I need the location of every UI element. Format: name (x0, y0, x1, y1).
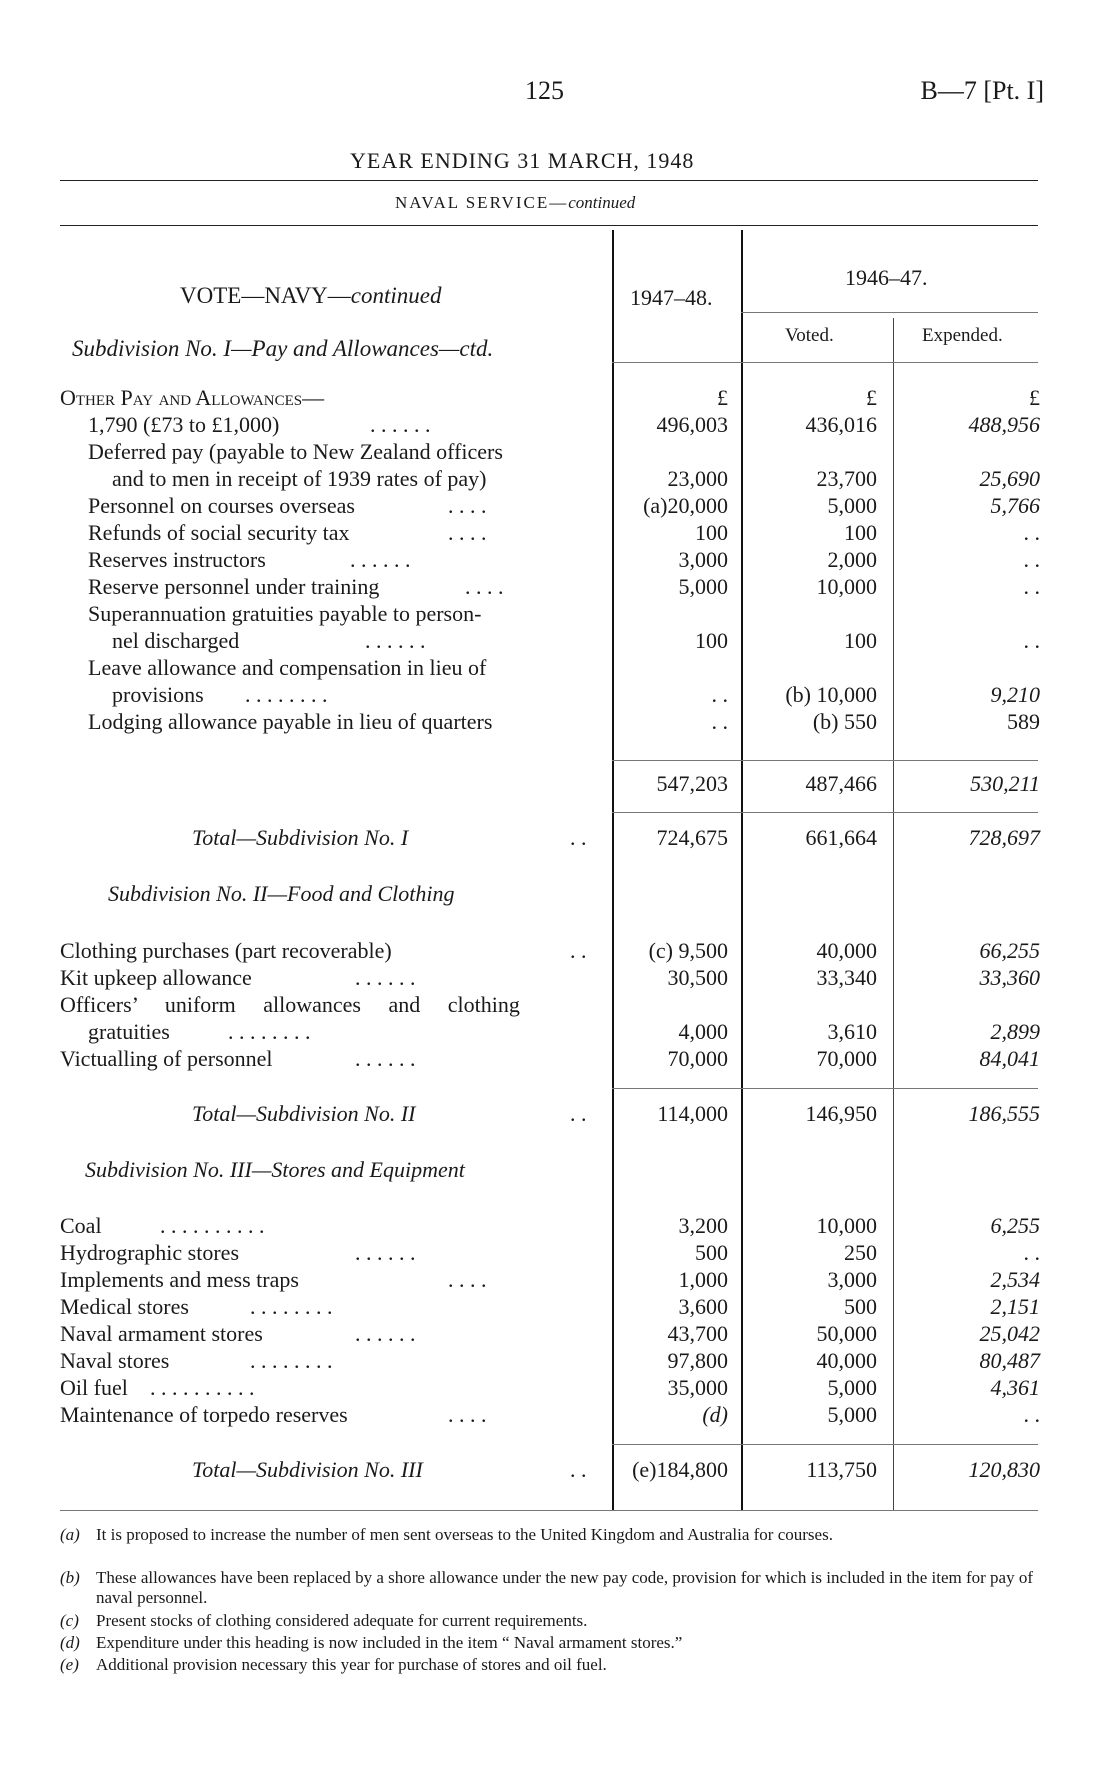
total-row-i: Total—Subdivision No. I . . 724,675 661,664 728,697 (192, 825, 1040, 850)
currency-voted: £ (866, 385, 877, 410)
vote-heading: VOTE—NAVY—continued (180, 283, 442, 308)
footnote-a: (a) It is proposed to increase the number of men sent overseas to the United Kingdom and Australia for courses. (60, 1525, 833, 1544)
other-pay-heading-row (0, 384, 1114, 411)
table-row: Oil fuel . . . . . . . . . . 35,000 5,000 4,361 (60, 1375, 1040, 1400)
table-row: Leave allowance and compensation in lieu of (88, 655, 487, 680)
table-row: Medical stores . . . . . . . . 3,600 500 2,151 (60, 1294, 1040, 1319)
table-row: Personnel on courses overseas . . . . (a)20,000 5,000 5,766 (88, 493, 1040, 518)
page-title: YEAR ENDING 31 MARCH, 1948 (350, 148, 695, 173)
subdivision-ii-heading: Subdivision No. II—Food and Clothing (108, 881, 455, 906)
subtitle-rule (60, 225, 1038, 226)
footnote-e: (e) Additional provision necessary this year for purchase of stores and oil fuel. (60, 1655, 607, 1674)
table-row: Kit upkeep allowance . . . . . . 30,500 33,340 33,360 (60, 965, 1040, 990)
subtotal-row: 547,203 487,466 530,211 (656, 771, 1040, 796)
currency-expended: £ (1029, 385, 1040, 410)
table-row: Naval stores . . . . . . . . 97,800 40,000 80,487 (60, 1348, 1040, 1373)
table-row: 1,790 (£73 to £1,000) . . . . . . 496,003 436,016 488,956 (88, 412, 1040, 437)
table-row: provisions . . . . . . . . . . (b) 10,000 9,210 (112, 682, 1040, 707)
header-rule-1946 (741, 312, 1038, 313)
header-rule-bottom (612, 362, 1038, 363)
table-row: and to men in receipt of 1939 rates of pay) 23,000 23,700 25,690 (112, 466, 1040, 491)
footnote-d: (d) Expenditure under this heading is now included in the item “ Naval armament stores.” (60, 1633, 683, 1652)
footnotes-rule (60, 1510, 1038, 1511)
other-pay-heading: Other Pay and Allowances— (60, 385, 325, 410)
document-reference: B—7 [Pt. I] (920, 76, 1044, 105)
table-row: Victualling of personnel . . . . . . 70,000 70,000 84,041 (60, 1046, 1040, 1071)
total-row-ii: Total—Subdivision No. II . . 114,000 146,950 186,555 (192, 1101, 1040, 1126)
currency-1947: £ (717, 385, 728, 410)
subdivision-iii-heading-row (0, 1156, 1114, 1183)
footnote-c: (c) Present stocks of clothing considered adequate for current requirements. (60, 1611, 588, 1630)
subdivision-iii-heading: Subdivision No. III—Stores and Equipment (85, 1157, 465, 1182)
subdivision-ii-heading-row (0, 880, 1114, 907)
table-row: Officers’ uniform allowances and clothing (60, 992, 520, 1017)
table-row: Implements and mess traps . . . . 1,000 3,000 2,534 (60, 1267, 1040, 1292)
table-row: Refunds of social security tax . . . . 100 100 . . (88, 520, 1040, 545)
table-row: Reserves instructors . . . . . . 3,000 2,000 . . (88, 547, 1040, 572)
table-row: Naval armament stores . . . . . . 43,700 50,000 25,042 (60, 1321, 1040, 1346)
table-row: Coal . . . . . . . . . . 3,200 10,000 6,255 (60, 1213, 1040, 1238)
column-header-voted: Voted. (785, 325, 834, 346)
subtotal-rule-top (612, 760, 1038, 761)
table-row: Superannuation gratuities payable to person- (88, 601, 482, 626)
table-row: Maintenance of torpedo reserves . . . . (d) 5,000 . . (60, 1402, 1040, 1427)
table-row: nel discharged . . . . . . 100 100 . . (112, 628, 1040, 653)
footnote-b: (b) These allowances have been replaced by a shore allowance under the new pay code, provision for which is included in the item for pay of naval personnel. (60, 1568, 1034, 1607)
page-subtitle: NAVAL SERVICE—continued (395, 193, 636, 212)
total-ii-rule (612, 1088, 1038, 1089)
column-header-1946: 1946–47. (845, 265, 928, 290)
table-row: Hydrographic stores . . . . . . 500 250 . . (60, 1240, 1040, 1265)
total-iii-rule (612, 1444, 1038, 1445)
column-header-1947: 1947–48. (630, 285, 713, 310)
column-header-expended: Expended. (922, 325, 1003, 346)
table-row: Deferred pay (payable to New Zealand officers (88, 439, 503, 464)
table-row: Reserve personnel under training . . . . 5,000 10,000 . . (88, 574, 1040, 599)
subdivision-i-heading: Subdivision No. I—Pay and Allowances—ctd. (72, 336, 494, 361)
subtotal-rule-bottom (612, 812, 1038, 813)
table-row: Lodging allowance payable in lieu of quarters . . (b) 550 589 (88, 709, 1040, 734)
table-row: gratuities . . . . . . . . 4,000 3,610 2,899 (88, 1019, 1040, 1044)
title-rule (60, 180, 1038, 181)
total-row-iii: Total—Subdivision No. III . . (e)184,800 113,750 120,830 (192, 1457, 1040, 1482)
table-row: Clothing purchases (part recoverable) . . (c) 9,500 40,000 66,255 (60, 938, 1040, 963)
page-number: 125 (525, 76, 564, 105)
